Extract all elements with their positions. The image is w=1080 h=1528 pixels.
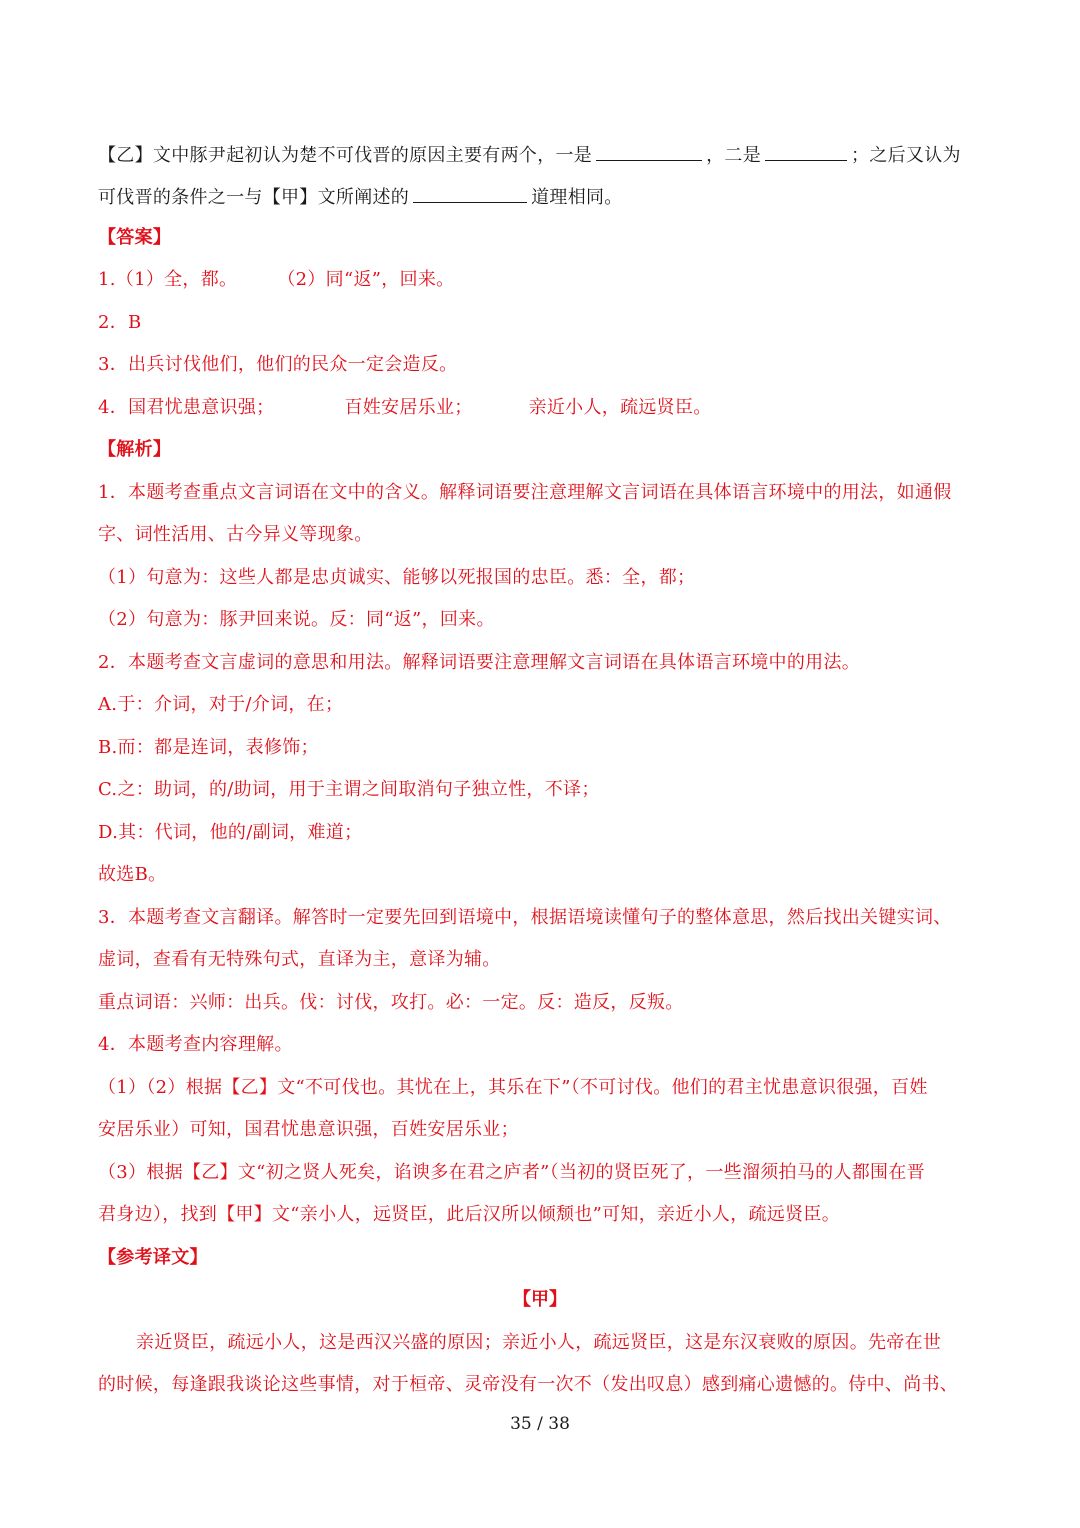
analysis-line: 1．本题考查重点文言词语在文中的含义。解释词语要注意理解文言词语在具体语言环境中的用法，如通假 xyxy=(98,482,952,503)
analysis-line: 故选B。 xyxy=(98,864,167,885)
answer-4-num: 4． xyxy=(98,397,129,418)
translation-line-2: 的时候，每逢跟我谈论这些事情，对于桓帝、灵帝没有一次不（发出叹息）感到痛心遗憾的。侍中、尚书、 xyxy=(98,1374,959,1395)
question-line-1 xyxy=(98,140,961,169)
analysis-line: 2．本题考查文言虚词的意思和用法。解释词语要注意理解文言词语在具体语言环境中的用法。 xyxy=(98,652,861,673)
question-text-e: 道理相同。 xyxy=(531,187,623,208)
question-text-a: 【乙】文中豚尹起初认为楚不可伐晋的原因主要有两个，一是 xyxy=(98,145,593,166)
analysis-line: 重点词语：兴师：出兵。伐：讨伐，攻打。必：一定。反：造反，反叛。 xyxy=(98,992,684,1013)
answer-blank-3 xyxy=(413,182,527,203)
answer-2: 2．B xyxy=(98,312,142,333)
analysis-line: 君身边），找到【甲】文“亲小人，远贤臣，此后汉所以倾颓也”可知，亲近小人，疏远贤臣。 xyxy=(98,1204,840,1225)
analysis-line: （1）句意为：这些人都是忠贞诚实、能够以死报国的忠臣。悉：全，都； xyxy=(98,567,696,588)
analysis-line: C.之：助词，的/助词，用于主谓之间取消句子独立性，不译； xyxy=(98,779,600,800)
answer-1-part2: （2）同“返”，回来。 xyxy=(277,269,455,290)
answer-4-part2: 百姓安居乐业； xyxy=(344,397,473,418)
analysis-line: 3．本题考查文言翻译。解答时一定要先回到语境中，根据语境读懂句子的整体意思，然后找出关键实词、 xyxy=(98,907,952,928)
analysis-line: （1）（2）根据【乙】文“不可伐也。其忧在上，其乐在下”（不可讨伐。他们的君主忧患意识很强，百姓 xyxy=(98,1077,928,1098)
analysis-heading: 【解析】 xyxy=(98,439,172,460)
answer-heading: 【答案】 xyxy=(98,227,172,248)
answer-1 xyxy=(98,267,454,293)
translation-line-1: 亲近贤臣，疏远小人，这是西汉兴盛的原因；亲近小人，疏远贤臣，这是东汉衰败的原因。先帝在世 xyxy=(136,1332,942,1353)
answer-1-part1: 1.（1）全，都。 xyxy=(98,269,238,290)
analysis-line: （3）根据【乙】文“初之贤人死矣，谄谀多在君之庐者”（当初的贤臣死了，一些溜须拍马的人都围在晋 xyxy=(98,1162,925,1183)
question-text-d: 可伐晋的条件之一与【甲】文所阐述的 xyxy=(98,187,410,208)
answer-4-part1: 国君忧患意识强； xyxy=(128,397,275,418)
analysis-line: A.于：介词，对于/介词，在； xyxy=(98,694,344,715)
analysis-line: B.而：都是连词，表修饰； xyxy=(98,737,319,758)
analysis-line: 字、词性活用、古今异义等现象。 xyxy=(98,524,373,545)
translation-heading: 【参考译文】 xyxy=(98,1247,208,1268)
translation-subheading: 【甲】 xyxy=(513,1289,567,1310)
analysis-line: D.其：代词，他的/副词，难道； xyxy=(98,822,363,843)
analysis-line: 4．本题考查内容理解。 xyxy=(98,1034,293,1055)
analysis-line: 虚词，查看有无特殊句式，直译为主，意译为辅。 xyxy=(98,949,501,970)
answer-blank-2 xyxy=(765,140,847,161)
analysis-line: （2）句意为：豚尹回来说。反：同“返”，回来。 xyxy=(98,609,495,630)
question-text-b: ，二是 xyxy=(706,145,762,166)
analysis-line: 安居乐业）可知，国君忧患意识强，百姓安居乐业； xyxy=(98,1119,519,1140)
answer-4-part3: 亲近小人，疏远贤臣。 xyxy=(528,397,712,418)
question-line-2 xyxy=(98,182,623,211)
page-number: 35 / 38 xyxy=(510,1414,570,1434)
answer-4 xyxy=(98,395,712,421)
answer-blank-1 xyxy=(596,140,702,161)
question-text-c: ；之后又认为 xyxy=(851,145,961,166)
answer-3: 3．出兵讨伐他们，他们的民众一定会造反。 xyxy=(98,354,458,375)
